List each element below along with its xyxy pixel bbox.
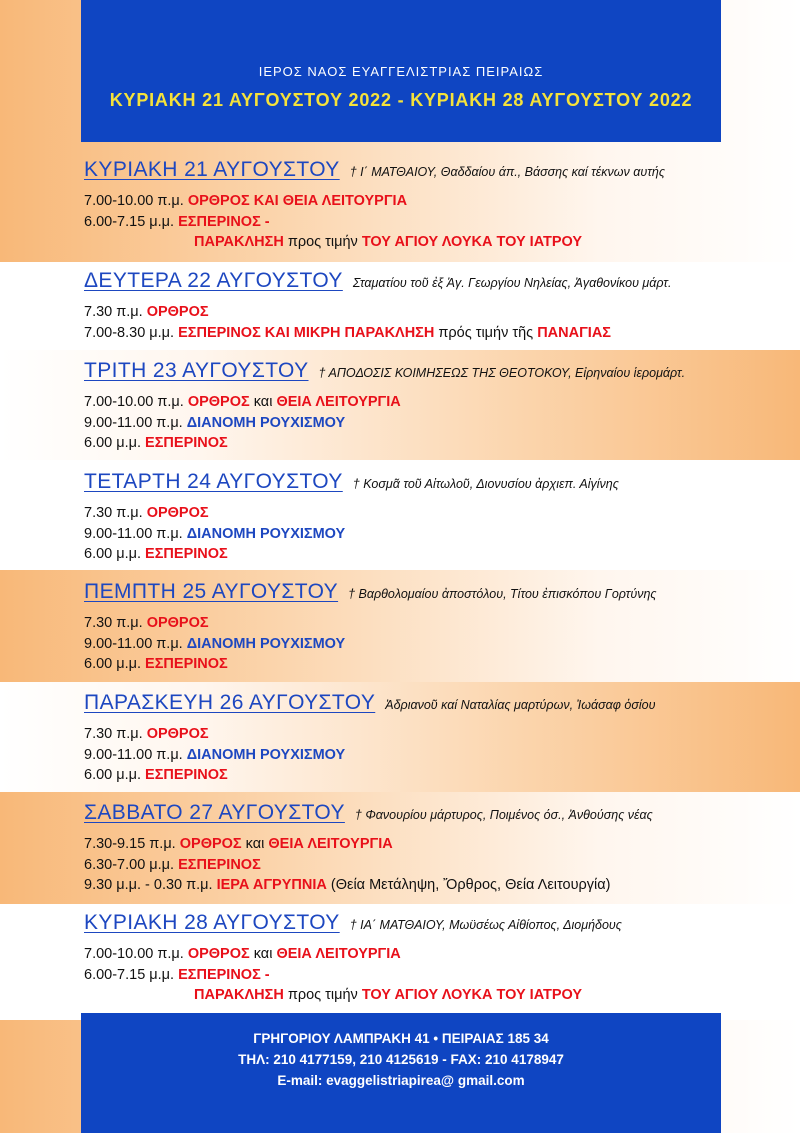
day-title: ΤΕΤΑΡΤΗ 24 ΑΥΓΟΥΣΤΟΥ — [84, 470, 343, 493]
day-section — [84, 690, 784, 786]
service-time: πρός τιμήν τῆς — [434, 324, 538, 341]
service-line — [84, 965, 784, 986]
event-name: ΔΙΑΝΟΜΗ ΡΟΥΧΙΣΜΟΥ — [186, 635, 346, 652]
service-time: και — [249, 946, 277, 962]
service-line — [84, 413, 784, 434]
service-name: ΙΕΡΑ ΑΓΡΥΠΝΙΑ — [216, 877, 327, 894]
service-lines — [84, 724, 784, 786]
service-time: 7.00-10.00 π.μ. — [84, 193, 188, 209]
service-line — [84, 875, 784, 896]
event-name: ΔΙΑΝΟΜΗ ΡΟΥΧΙΣΜΟΥ — [186, 414, 346, 431]
service-time: 9.00-11.00 π.μ. — [84, 414, 187, 431]
service-time: (Θεία Μετάληψη, Ὄρθρος, Θεία Λειτουργία) — [326, 877, 611, 894]
service-time: 9.30 μ.μ. - 0.30 π.μ. — [84, 877, 217, 894]
service-line — [84, 985, 784, 1006]
service-name: ΕΣΠΕΡΙΝΟΣ — [145, 546, 228, 563]
day-section — [84, 800, 784, 896]
service-line — [84, 654, 784, 675]
service-line — [84, 765, 784, 786]
service-line — [84, 302, 784, 323]
service-name: ΕΣΠΕΡΙΝΟΣ - — [178, 213, 270, 230]
event-name: ΔΙΑΝΟΜΗ ΡΟΥΧΙΣΜΟΥ — [186, 525, 346, 542]
service-name: ΟΡΘΡΟΣ — [187, 394, 250, 410]
service-line — [84, 212, 784, 233]
day-feast: † Κοσμᾶ τοῦ Αἰτωλοῦ, Διονυσίου ἀρχιεπ. Αἰγίνης — [352, 477, 619, 491]
service-time: 6.00 μ.μ. — [84, 767, 146, 784]
service-line — [84, 834, 784, 855]
service-line — [84, 232, 784, 253]
service-name: ΕΣΠΕΡΙΝΟΣ — [145, 767, 228, 784]
service-name: ΘΕΙΑ ΛΕΙΤΟΥΡΓΙΑ — [276, 946, 401, 962]
header-banner — [81, 0, 721, 142]
service-lines — [84, 613, 784, 675]
service-name: ΕΣΠΕΡΙΝΟΣ — [178, 856, 261, 873]
service-time: προς τιμήν — [283, 987, 362, 1004]
day-feast: † Ι΄ ΜΑΤΘΑΙΟΥ, Θαδδαίου άπ., Βάσσης καί τέκνων αυτής — [349, 165, 665, 179]
service-lines — [84, 392, 784, 454]
day-title: ΔΕΥΤΕΡΑ 22 ΑΥΓΟΥΣΤΟΥ — [84, 269, 343, 292]
service-name: ΠΑΝΑΓΙΑΣ — [537, 324, 611, 341]
service-time: προς τιμήν — [283, 234, 362, 251]
day-title: ΣΑΒΒΑΤΟ 27 ΑΥΓΟΥΣΤΟΥ — [84, 801, 345, 824]
service-name: ΘΕΙΑ ΛΕΙΤΟΥΡΓΙΑ — [268, 836, 393, 852]
service-name: ΟΡΘΡΟΣ — [146, 726, 209, 742]
service-line — [84, 392, 784, 413]
footer-contact — [81, 1013, 721, 1133]
service-name: ΤΟΥ ΑΓΙΟΥ ΛΟΥΚΑ ΤΟΥ ΙΑΤΡΟΥ — [361, 987, 583, 1004]
service-line — [84, 191, 784, 212]
day-feast: † ΙΑ΄ ΜΑΤΘΑΙΟΥ, Μωϋσέως Αἰθίοπος, Διομήδους — [349, 918, 622, 932]
day-feast: † ΑΠΟΔΟΣΙΣ ΚΟΙΜΗΣΕΩΣ ΤΗΣ ΘΕΟΤΟΚΟΥ, Εἰρηναίου ἱερομάρτ. — [318, 366, 686, 380]
service-name: ΕΣΠΕΡΙΝΟΣ — [145, 435, 228, 452]
service-name: ΠΑΡΑΚΛΗΣΗ — [194, 234, 284, 251]
service-lines — [84, 944, 784, 1006]
service-time: 7.30 π.μ. — [84, 304, 147, 320]
service-name: ΕΣΠΕΡΙΝΟΣ — [145, 656, 228, 673]
service-line — [84, 544, 784, 565]
service-line — [84, 613, 784, 634]
service-name: ΕΣΠΕΡΙΝΟΣ - — [178, 966, 270, 983]
service-name: ΘΕΙΑ ΛΕΙΤΟΥΡΓΙΑ — [276, 394, 401, 410]
day-feast: Σταματίου τοῦ ἐξ Ἁγ. Γεωργίου Νηλείας, Ἀγαθονίκου μάρτ. — [352, 276, 672, 290]
service-line — [84, 323, 784, 344]
service-time: 7.30 π.μ. — [84, 615, 147, 631]
day-section — [84, 268, 784, 343]
service-time: 6.30-7.00 μ.μ. — [84, 856, 179, 873]
service-time: 7.30-9.15 π.μ. — [84, 836, 180, 852]
service-line — [84, 944, 784, 965]
day-section — [84, 469, 784, 565]
day-title: ΠΑΡΑΣΚΕΥΗ 26 ΑΥΓΟΥΣΤΟΥ — [84, 691, 376, 714]
service-name: ΟΡΘΡΟΣ — [146, 615, 209, 631]
day-section — [84, 358, 784, 454]
event-name: ΔΙΑΝΟΜΗ ΡΟΥΧΙΣΜΟΥ — [186, 746, 346, 763]
service-name: ΟΡΘΡΟΣ ΚΑΙ ΘΕΙΑ ΛΕΙΤΟΥΡΓΙΑ — [187, 193, 408, 209]
service-time: 9.00-11.00 π.μ. — [84, 635, 187, 652]
day-title: ΤΡΙΤΗ 23 ΑΥΓΟΥΣΤΟΥ — [84, 359, 309, 382]
service-line — [84, 503, 784, 524]
service-lines — [84, 834, 784, 896]
footer-address: ΓΡΗΓΟΡΙΟΥ ΛΑΜΠΡΑΚΗ 41 • ΠΕΙΡΑΙΑΣ 185 34 — [253, 1031, 549, 1046]
service-name: ΟΡΘΡΟΣ — [179, 836, 242, 852]
service-time: 6.00 μ.μ. — [84, 656, 146, 673]
service-time: 9.00-11.00 π.μ. — [84, 525, 187, 542]
day-title: ΚΥΡΙΑΚΗ 28 ΑΥΓΟΥΣΤΟΥ — [84, 911, 340, 934]
service-line — [84, 524, 784, 545]
service-time: 6.00 μ.μ. — [84, 435, 146, 452]
day-feast: † Φανουρίου μάρτυρος, Ποιμένος όσ., Ἀνθούσης νέας — [354, 808, 653, 822]
day-title: ΚΥΡΙΑΚΗ 21 ΑΥΓΟΥΣΤΟΥ — [84, 158, 340, 181]
service-time: 7.30 π.μ. — [84, 726, 147, 742]
day-section — [84, 579, 784, 675]
service-time: 7.30 π.μ. — [84, 505, 147, 521]
footer-email[interactable]: E-mail: evaggelistriapirea@ gmail.com — [277, 1073, 525, 1088]
service-lines — [84, 503, 784, 565]
day-section — [84, 910, 784, 1006]
day-title: ΠΕΜΠΤΗ 25 ΑΥΓΟΥΣΤΟΥ — [84, 580, 339, 603]
service-lines — [84, 191, 784, 253]
service-line — [84, 634, 784, 655]
day-feast: Ἀδριανοῦ καί Ναταλίας μαρτύρων, Ἰωάσαφ ὁσίου — [385, 698, 656, 712]
church-name: ΙΕΡΟΣ ΝΑΟΣ ΕΥΑΓΓΕΛΙΣΤΡΙΑΣ ΠΕΙΡΑΙΩΣ — [258, 64, 544, 79]
service-lines — [84, 302, 784, 343]
service-name: ΟΡΘΡΟΣ — [146, 304, 209, 320]
service-name: ΟΡΘΡΟΣ — [146, 505, 209, 521]
service-name: ΠΑΡΑΚΛΗΣΗ — [194, 987, 284, 1004]
service-time: και — [241, 836, 269, 852]
schedule-period: ΚΥΡΙΑΚΗ 21 ΑΥΓΟΥΣΤΟΥ 2022 - ΚΥΡΙΑΚΗ 28 ΑΥΓΟΥΣΤΟΥ 2022 — [109, 90, 693, 110]
service-name: ΕΣΠΕΡΙΝΟΣ ΚΑΙ ΜΙΚΡΗ ΠΑΡΑΚΛΗΣΗ — [178, 324, 435, 341]
service-time: 7.00-10.00 π.μ. — [84, 946, 188, 962]
footer-phones: ΤΗΛ: 210 4177159, 210 4125619 - FAX: 210 4178947 — [238, 1052, 564, 1067]
service-name: ΤΟΥ ΑΓΙΟΥ ΛΟΥΚΑ ΤΟΥ ΙΑΤΡΟΥ — [361, 234, 583, 251]
service-time: 6.00-7.15 μ.μ. — [84, 966, 179, 983]
service-line — [84, 724, 784, 745]
service-line — [84, 745, 784, 766]
service-name: ΟΡΘΡΟΣ — [187, 946, 250, 962]
service-line — [84, 433, 784, 454]
day-feast: † Βαρθολομαίου ἀποστόλου, Τίτου ἐπισκόπου Γορτύνης — [348, 587, 657, 601]
service-time: 6.00 μ.μ. — [84, 546, 146, 563]
day-section — [84, 157, 784, 253]
service-time: και — [249, 394, 277, 410]
service-line — [84, 855, 784, 876]
service-time: 7.00-8.30 μ.μ. — [84, 324, 179, 341]
service-time: 7.00-10.00 π.μ. — [84, 394, 188, 410]
service-time: 9.00-11.00 π.μ. — [84, 746, 187, 763]
service-time: 6.00-7.15 μ.μ. — [84, 213, 179, 230]
